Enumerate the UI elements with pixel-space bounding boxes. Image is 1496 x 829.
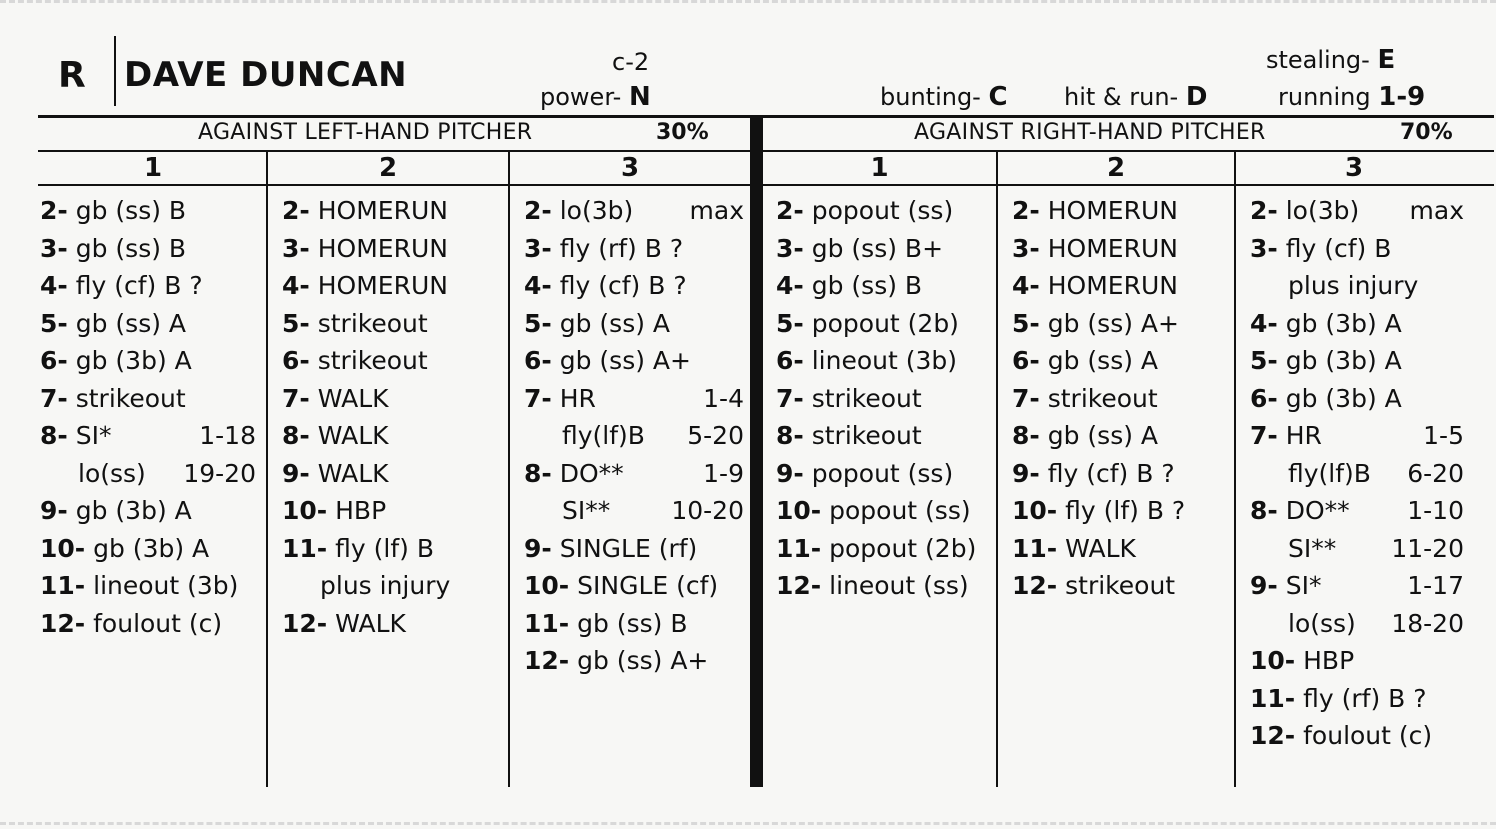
result-text: gb (ss) A+: [577, 646, 709, 675]
result-row: [40, 230, 256, 268]
result-row: [1250, 642, 1464, 680]
result-row: [282, 305, 500, 343]
dice-roll-number: 9-: [40, 496, 68, 525]
left-column-3: [524, 192, 744, 680]
right-col-number-1: 1: [870, 153, 889, 183]
result-text: lo(3b): [559, 196, 634, 225]
dice-roll-number: 5-: [40, 308, 68, 338]
result-text: strikeout: [75, 383, 186, 413]
dice-roll-number: 5-: [776, 308, 804, 338]
result-text: gb (3b) A: [1285, 346, 1402, 375]
result-text: HR: [1285, 421, 1322, 450]
result-row: [282, 380, 500, 418]
result-text: WALK: [335, 608, 406, 638]
dice-roll-number: 11-: [1250, 683, 1296, 713]
dice-roll-number: 4-: [776, 271, 804, 300]
left-col-number-1: 1: [143, 153, 163, 183]
result-row: [524, 192, 744, 230]
result-range: max: [689, 196, 744, 225]
result-row: [1250, 455, 1464, 493]
right-col-number-3: 3: [1344, 153, 1364, 183]
dice-roll-number: 2-: [524, 196, 552, 225]
result-row: [40, 605, 256, 643]
dice-roll-number: 7-: [776, 383, 804, 413]
result-row: [524, 492, 744, 530]
result-row: [1012, 192, 1226, 230]
result-range: 18-20: [1391, 608, 1464, 638]
result-text: lo(3b): [1285, 196, 1360, 225]
result-text: gb (ss) B: [75, 196, 187, 225]
dice-roll-number: 8-: [1012, 421, 1040, 450]
result-row: [40, 530, 256, 568]
result-row: [1250, 530, 1464, 568]
result-text: strikeout: [317, 346, 428, 375]
result-text: foulout (c): [93, 608, 223, 638]
dice-roll-number: 7-: [524, 383, 552, 413]
title-rule: [38, 150, 1494, 152]
result-row: [40, 342, 256, 380]
running-value: 1-9: [1378, 82, 1426, 112]
result-text: HOMERUN: [317, 233, 448, 263]
left-col-divider-1: [266, 152, 268, 787]
bunting-rating: [880, 82, 1008, 112]
result-row: [40, 305, 256, 343]
result-text: DO**: [559, 458, 624, 488]
result-text: fly(lf)B: [1288, 458, 1371, 488]
result-row: [282, 492, 500, 530]
dice-roll-number: 3-: [282, 233, 310, 263]
result-row: [524, 230, 744, 268]
dice-roll-number: 9-: [776, 458, 804, 488]
result-text: gb (3b) A: [75, 346, 192, 375]
result-text: WALK: [1065, 533, 1136, 563]
dice-roll-number: 5-: [524, 308, 552, 338]
result-text: SINGLE (cf): [577, 571, 719, 600]
result-text: gb (ss) B+: [811, 233, 944, 263]
dice-roll-number: 9-: [1012, 458, 1040, 488]
result-row: [524, 642, 744, 680]
result-range: 1-4: [703, 383, 744, 413]
result-text: fly (cf) B: [1285, 233, 1392, 263]
dice-roll-number: 8-: [776, 421, 804, 450]
dice-roll-number: 3-: [776, 233, 804, 263]
dice-roll-number: 10-: [776, 496, 822, 525]
result-text: strikeout: [1047, 383, 1158, 413]
dice-roll-number: 6-: [40, 346, 68, 375]
result-row: [524, 417, 744, 455]
dice-roll-number: 3-: [40, 233, 68, 263]
result-text: gb (3b) A: [1285, 308, 1402, 338]
result-text: lo(ss): [1288, 608, 1356, 638]
result-row: [282, 455, 500, 493]
result-row: [1250, 417, 1464, 455]
result-row: [282, 567, 500, 605]
dice-roll-number: 10-: [1250, 646, 1296, 675]
result-row: [282, 342, 500, 380]
result-row: [282, 530, 500, 568]
result-row: [1012, 417, 1226, 455]
result-row: [524, 455, 744, 493]
dice-roll-number: 4-: [1250, 308, 1278, 338]
result-text: gb (ss) A+: [1047, 308, 1179, 338]
result-row: [282, 605, 500, 643]
result-row: [524, 605, 744, 643]
result-text: SI**: [562, 496, 611, 525]
result-text: SI*: [75, 421, 112, 450]
result-row: [524, 380, 744, 418]
result-row: [524, 567, 744, 605]
result-range: max: [1409, 196, 1464, 225]
result-text: fly (rf) B ?: [1303, 683, 1427, 713]
result-text: gb (ss) A: [1047, 421, 1159, 450]
dice-roll-number: 3-: [524, 233, 552, 263]
left-column-1: [40, 192, 256, 642]
result-row: [1250, 192, 1464, 230]
dice-roll-number: 10-: [282, 496, 328, 525]
catcher-rating: c-2: [612, 48, 650, 76]
result-row: [40, 492, 256, 530]
result-text: strikeout: [811, 383, 922, 413]
result-text: fly (rf) B ?: [559, 233, 684, 263]
result-row: [1250, 380, 1464, 418]
dice-roll-number: 9-: [282, 458, 310, 488]
result-text: WALK: [317, 458, 389, 488]
hit-and-run-rating: [1064, 82, 1207, 112]
batting-hand: R: [58, 55, 86, 96]
dice-roll-number: 2-: [1012, 196, 1040, 225]
dice-roll-number: 10-: [1012, 496, 1058, 525]
name-divider: [114, 36, 116, 106]
result-row: [282, 192, 500, 230]
result-range: 6-20: [1407, 458, 1464, 488]
result-row: [1250, 230, 1464, 268]
result-range: 5-20: [687, 421, 744, 450]
result-row: [1012, 342, 1226, 380]
dice-roll-number: 8-: [1250, 496, 1278, 525]
dice-roll-number: 2-: [776, 196, 804, 225]
right-col-divider-2: [1234, 152, 1236, 787]
result-text: HBP: [335, 496, 387, 525]
result-row: [1012, 455, 1226, 493]
dice-roll-number: 8-: [282, 421, 310, 450]
dice-roll-number: 11-: [282, 533, 328, 563]
header-rule: [38, 115, 1494, 118]
result-row: [776, 417, 988, 455]
dice-roll-number: 12-: [776, 571, 822, 600]
right-col-number-2: 2: [1106, 153, 1126, 183]
result-row: [1250, 717, 1464, 755]
result-text: strikeout: [811, 421, 922, 450]
result-row: [40, 455, 256, 493]
dice-roll-number: 7-: [1250, 421, 1278, 450]
dice-roll-number: 8-: [40, 421, 68, 450]
result-text: gb (3b) A: [1285, 383, 1402, 413]
right-col-divider-1: [996, 152, 998, 787]
right-pitcher-title: AGAINST RIGHT-HAND PITCHER: [914, 120, 1266, 145]
result-row: [1012, 267, 1226, 305]
result-row: [776, 342, 988, 380]
result-row: [776, 455, 988, 493]
result-text: fly (cf) B ?: [75, 271, 203, 300]
result-row: [1012, 230, 1226, 268]
hit-and-run-value: D: [1185, 82, 1208, 112]
result-text: HBP: [1303, 646, 1355, 675]
dice-roll-number: 2-: [40, 196, 68, 225]
right-column-2: [1012, 192, 1226, 605]
dice-roll-number: 11-: [524, 608, 570, 638]
dice-roll-number: 7-: [1012, 383, 1040, 413]
result-text: SI**: [1288, 533, 1337, 563]
dice-roll-number: 11-: [40, 571, 86, 600]
result-text: SINGLE (rf): [559, 533, 698, 563]
dice-roll-number: 5-: [1012, 308, 1040, 338]
hit-and-run-label: hit & run-: [1064, 83, 1179, 111]
result-row: [40, 417, 256, 455]
result-range: 1-5: [1423, 421, 1464, 450]
power-value: N: [628, 82, 651, 112]
dice-roll-number: 9-: [524, 533, 552, 563]
dice-roll-number: 4-: [524, 271, 552, 300]
dice-roll-number: 5-: [282, 308, 310, 338]
result-row: [40, 380, 256, 418]
dice-roll-number: 6-: [776, 346, 804, 375]
result-text: gb (ss) B: [811, 271, 923, 300]
result-text: plus injury: [1288, 271, 1419, 300]
running-label: running: [1278, 83, 1371, 111]
result-row: [40, 267, 256, 305]
result-text: popout (ss): [811, 196, 954, 225]
left-col-number-3: 3: [620, 153, 640, 183]
dice-roll-number: 2-: [282, 196, 310, 225]
center-divider: [750, 115, 763, 787]
result-text: fly (lf) B: [335, 533, 434, 563]
result-text: HOMERUN: [1047, 271, 1178, 300]
result-row: [1012, 492, 1226, 530]
dice-roll-number: 6-: [1250, 383, 1278, 413]
result-text: WALK: [317, 383, 389, 413]
left-pitcher-title: AGAINST LEFT-HAND PITCHER: [198, 120, 533, 145]
stealing-rating: [1266, 45, 1395, 75]
result-row: [1250, 492, 1464, 530]
bunting-label: bunting-: [880, 83, 981, 111]
result-text: gb (3b) A: [75, 496, 192, 525]
result-row: [776, 192, 988, 230]
bunting-value: C: [988, 82, 1008, 112]
result-text: lineout (ss): [829, 571, 969, 600]
result-row: [1012, 380, 1226, 418]
dice-roll-number: 7-: [40, 383, 68, 413]
result-range: 19-20: [183, 458, 256, 488]
card-top-edge: [0, 0, 1496, 7]
result-row: [776, 305, 988, 343]
result-text: popout (ss): [811, 458, 954, 488]
result-text: HOMERUN: [1047, 196, 1178, 225]
result-row: [1250, 305, 1464, 343]
result-text: gb (ss) A: [559, 308, 671, 338]
result-text: gb (3b) A: [93, 533, 210, 563]
dice-roll-number: 3-: [1012, 233, 1040, 263]
result-text: lo(ss): [78, 458, 146, 488]
result-range: 1-18: [199, 421, 256, 450]
result-range: 10-20: [671, 496, 744, 525]
dice-roll-number: 12-: [282, 608, 328, 638]
result-row: [524, 305, 744, 343]
result-text: HOMERUN: [1047, 233, 1178, 263]
result-range: 1-9: [703, 458, 744, 488]
result-row: [282, 267, 500, 305]
result-row: [1250, 605, 1464, 643]
result-text: popout (2b): [829, 533, 977, 563]
dice-roll-number: 11-: [776, 533, 822, 563]
column-number-rule: [38, 184, 1494, 186]
result-text: popout (2b): [811, 308, 959, 338]
result-text: gb (ss) B: [75, 233, 187, 263]
result-text: fly (cf) B ?: [559, 271, 687, 300]
dice-roll-number: 2-: [1250, 196, 1278, 225]
dice-roll-number: 5-: [1250, 346, 1278, 375]
result-text: SI*: [1285, 571, 1322, 600]
result-text: plus injury: [320, 571, 451, 600]
left-col-number-2: 2: [378, 153, 398, 183]
dice-roll-number: 8-: [524, 458, 552, 488]
result-row: [776, 380, 988, 418]
result-text: HOMERUN: [317, 196, 448, 225]
result-text: gb (ss) A: [1047, 346, 1159, 375]
result-text: WALK: [317, 421, 389, 450]
dice-roll-number: 12-: [524, 646, 570, 675]
dice-roll-number: 3-: [1250, 233, 1278, 263]
stealing-label: stealing-: [1266, 46, 1370, 74]
left-col-divider-2: [508, 152, 510, 787]
result-row: [282, 417, 500, 455]
left-pitcher-pct: 30%: [656, 120, 709, 145]
player-name: DAVE DUNCAN: [124, 55, 408, 95]
dice-roll-number: 11-: [1012, 533, 1058, 563]
result-row: [282, 230, 500, 268]
dice-roll-number: 12-: [1012, 571, 1058, 600]
result-row: [776, 267, 988, 305]
result-row: [524, 342, 744, 380]
power-label: power-: [540, 83, 622, 111]
result-row: [776, 530, 988, 568]
dice-roll-number: 12-: [1250, 721, 1296, 750]
result-row: [524, 267, 744, 305]
result-text: DO**: [1285, 496, 1350, 525]
dice-roll-number: 6-: [282, 346, 310, 375]
result-text: HOMERUN: [317, 271, 448, 300]
result-text: lineout (3b): [93, 571, 239, 600]
result-text: lineout (3b): [811, 346, 958, 375]
running-rating: [1278, 82, 1425, 112]
result-text: fly(lf)B: [562, 421, 645, 450]
dice-roll-number: 10-: [40, 533, 86, 563]
right-column-3: [1250, 192, 1464, 755]
result-text: gb (ss) B: [577, 608, 688, 638]
result-row: [776, 567, 988, 605]
result-row: [40, 192, 256, 230]
result-text: gb (ss) A: [75, 308, 187, 338]
result-row: [524, 530, 744, 568]
dice-roll-number: 9-: [1250, 571, 1278, 600]
result-range: 1-10: [1407, 496, 1464, 525]
result-row: [1250, 567, 1464, 605]
result-text: strikeout: [1065, 571, 1176, 600]
result-row: [1250, 342, 1464, 380]
result-row: [1250, 680, 1464, 718]
dice-roll-number: 6-: [524, 346, 552, 375]
dice-roll-number: 7-: [282, 383, 310, 413]
dice-roll-number: 4-: [1012, 271, 1040, 300]
stealing-value: E: [1377, 45, 1396, 75]
result-text: foulout (c): [1303, 721, 1433, 750]
result-row: [776, 492, 988, 530]
result-text: strikeout: [317, 308, 428, 338]
result-text: HR: [559, 383, 596, 413]
dice-roll-number: 4-: [282, 271, 310, 300]
result-range: 11-20: [1391, 533, 1464, 563]
result-text: fly (lf) B ?: [1065, 496, 1186, 525]
result-row: [40, 567, 256, 605]
dice-roll-number: 6-: [1012, 346, 1040, 375]
right-column-1: [776, 192, 988, 605]
result-row: [1250, 267, 1464, 305]
result-row: [1012, 305, 1226, 343]
right-pitcher-pct: 70%: [1400, 120, 1453, 145]
dice-roll-number: 10-: [524, 571, 570, 600]
result-row: [1012, 530, 1226, 568]
dice-roll-number: 4-: [40, 271, 68, 300]
dice-roll-number: 12-: [40, 608, 86, 638]
result-text: popout (ss): [829, 496, 971, 525]
result-text: fly (cf) B ?: [1047, 458, 1175, 488]
result-text: gb (ss) A+: [559, 346, 691, 375]
left-column-2: [282, 192, 500, 642]
result-row: [776, 230, 988, 268]
result-range: 1-17: [1407, 571, 1464, 600]
result-row: [1012, 567, 1226, 605]
power-rating: [540, 82, 651, 112]
